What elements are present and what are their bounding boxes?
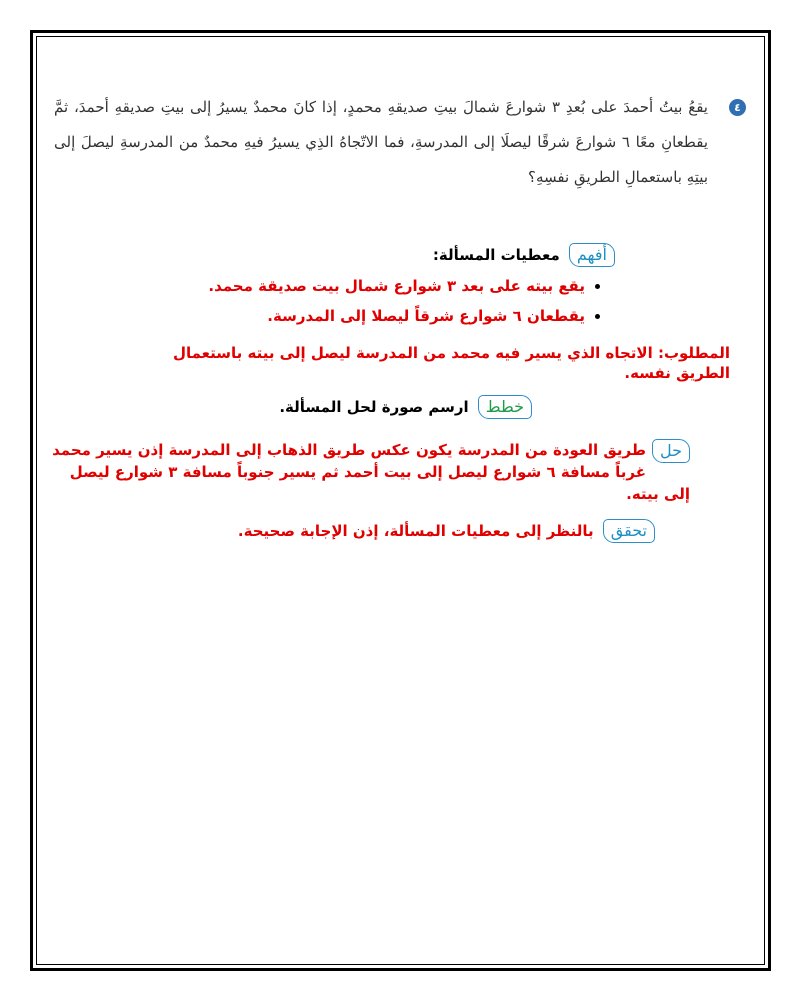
worksheet-content (40, 90, 760, 543)
plan-tag: خطط (478, 395, 532, 419)
check-text: بالنظر إلى معطيات المسألة، إذن الإجابة صحيحة. (237, 522, 594, 540)
question-text: يقعُ بيتُ أحمدَ على بُعدِ ٣ شوارعَ شمالَ بيتِ صديقهِ محمدٍ، إذا كانَ محمدٌ يسيرُ إلى بيتِ صديقهِ أحمدَ، ثمَّ يقطعانِ معًا ٦ شوارعَ شرقًا ليصلَا إلى المدرسةِ، فما الاتّجاهُ الذِي يسيرُ فيهِ محمدٌ من المدرسةِ ليصلَ إلى بيتِهِ باستعمالِ الطريقِ نفسِهِ؟ (54, 98, 708, 186)
givens-list (40, 271, 760, 331)
question-block (40, 90, 760, 195)
plan-text: ارسم صورة لحل المسألة. (279, 398, 469, 416)
solve-step (40, 439, 760, 505)
solve-text: طريق العودة من المدرسة يكون عكس طريق الذهاب إلى المدرسة إذن يسير محمد غرباً مسافة ٦ شوارع ليصل إلى بيت أحمد ثم يسير جنوباً مسافة ٣ شوارع ليصل إلى بيته. (52, 441, 690, 503)
given-item: يقطعان ٦ شوارع شرقاً ليصلا إلى المدرسة. (40, 301, 585, 331)
understand-heading: معطيات المسألة: (432, 246, 560, 264)
understand-step (40, 243, 760, 267)
required-statement: المطلوب: الاتجاه الذي يسير فيه محمد من المدرسة ليصل إلى بيته باستعمال الطريق نفسه. (172, 344, 730, 382)
check-tag: تحقق (603, 519, 655, 543)
solve-tag: حل (652, 439, 690, 463)
check-step (40, 519, 760, 543)
understand-tag: أفهم (569, 243, 615, 267)
plan-step (40, 395, 760, 419)
question-number-badge: ٤ (729, 99, 746, 116)
given-item: يقع بيته على بعد ٣ شوارع شمال بيت صديقة محمد. (40, 271, 585, 301)
